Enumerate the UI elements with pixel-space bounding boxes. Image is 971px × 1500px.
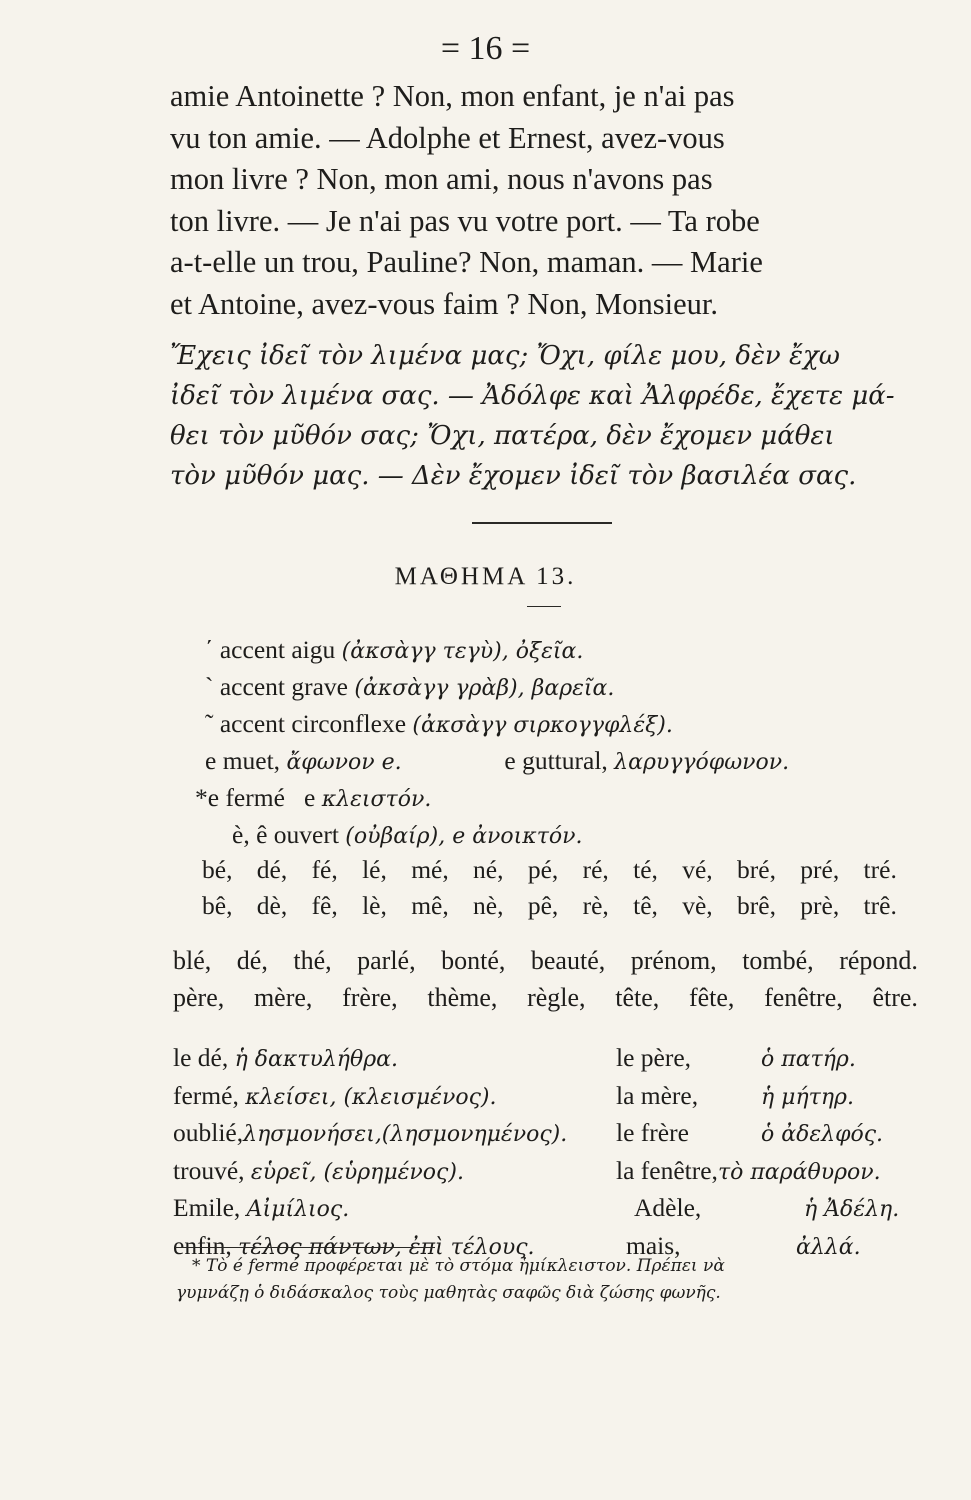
syllable: vé, (682, 855, 713, 884)
accent-row (205, 706, 925, 743)
word: fête, (688, 983, 735, 1012)
vocab-greek: ἡ δακτυλήθρα. (234, 1047, 399, 1072)
vocab-greek: ἡ μήτηρ. (761, 1084, 854, 1110)
word: père, (173, 983, 225, 1012)
syllable: mé, (411, 855, 449, 884)
vocab-french: la mère, (616, 1080, 699, 1110)
vocab-french: oublié, (173, 1118, 244, 1147)
vocab-entry (616, 1078, 926, 1116)
vocab-french: trouvé, (173, 1155, 245, 1185)
word: mère, (253, 983, 313, 1012)
accent-row (205, 669, 925, 706)
syllable: lé, (362, 855, 387, 884)
syllable: nè, (473, 891, 504, 920)
word: prénom, (630, 946, 717, 975)
e-ferme-french: *e fermé e (195, 783, 316, 812)
syllable: né, (473, 855, 504, 884)
vocab-french: la fenêtre, (616, 1155, 718, 1185)
vocab-greek: τέλος πάντων, ἐπὶ τέλους. (238, 1234, 535, 1260)
word: répond. (839, 946, 918, 975)
e-ferme-row (195, 780, 925, 817)
accent-french: ΄ accent aigu (205, 635, 336, 664)
french-line: vu ton amie. — Adolphe et Ernest, avez-vous (170, 120, 725, 155)
greek-line: θει τὸν μῦθόν σας; Ὄχι, πατέρα, δὲν ἔχομεν μάθει (170, 421, 835, 451)
french-paragraph (170, 76, 912, 325)
french-line: ton livre. — Je n'ai pas vu votre port. — Ta robe (170, 203, 760, 238)
e-ouvert-row (232, 817, 925, 854)
vocab-french: le père, (616, 1043, 692, 1072)
syllable: mê, (411, 891, 449, 920)
greek-paragraph (170, 336, 912, 496)
greek-line: τὸν μῦθόν μας. — Δὲν ἔχομεν ἰδεῖ τὸν βασιλέα σας. (170, 461, 857, 491)
word: tombé, (742, 946, 814, 975)
footnote (176, 1253, 922, 1307)
e-ouvert-greek: (οὐβαίρ), e ἀνοικτόν. (345, 824, 583, 849)
word: être. (872, 983, 918, 1012)
syllable: lè, (362, 891, 387, 920)
vocab-french: le dé, (173, 1043, 229, 1072)
greek-line: ἰδεῖ τὸν λιμένα σας. — Ἀδόλφε καὶ Ἀλφρέδε, ἔχετε μά- (170, 381, 895, 411)
syllable: trê. (863, 891, 897, 920)
word: fenêtre, (764, 983, 843, 1012)
e-muet-greek: ἄφωνον e. (286, 750, 402, 775)
vocab-greek: ἡ Ἀδέλη. (804, 1197, 900, 1222)
greek-line: Ἔχεις ἰδεῖ τὸν λιμένα μας; Ὄχι, φίλε μου, δὲν ἔχω (170, 341, 840, 371)
vocab-french: mais, (626, 1230, 681, 1260)
accent-french: ` accent grave (205, 672, 348, 701)
vocab-french: Adèle, (634, 1193, 702, 1222)
page-number: = 16 = (440, 30, 531, 67)
syllable: pê, (527, 891, 559, 920)
syllable: rè, (582, 891, 609, 920)
vocabulary-left (173, 1040, 613, 1265)
syllable: fé, (311, 855, 338, 884)
e-guttural-french: e guttural, (504, 746, 608, 775)
vocabulary-right (616, 1040, 926, 1265)
french-line: a-t-elle un trou, Pauline? Non, maman. — Marie (170, 245, 763, 279)
footnote-line (176, 1280, 922, 1307)
syllable: dé, (256, 855, 288, 884)
footnote-text: γυμνάζῃ ὁ διδάσκαλος τοὺς μαθητὰς σαφῶς διὰ ζώσης φωνῆς. (176, 1283, 721, 1303)
syllable: bé, (202, 855, 233, 884)
accent-french: ˜ accent circonflexe (205, 709, 407, 738)
word: bonté, (441, 946, 506, 975)
word-row (173, 942, 918, 979)
vocab-greek: ὁ πατήρ. (761, 1047, 856, 1072)
vocab-french: le frère (616, 1118, 689, 1147)
vocab-entry (173, 1040, 613, 1078)
syllable-row (202, 852, 897, 888)
french-line: amie Antoinette ? Non, mon enfant, je n'ai pas (170, 79, 735, 113)
syllable: pré, (800, 855, 840, 884)
e-ouvert-french: è, ê ouvert (232, 820, 339, 849)
word: thé, (293, 946, 332, 975)
word-table (173, 942, 918, 1016)
vocab-greek: κλείσει, (κλεισμένος). (245, 1084, 497, 1110)
syllable: bré, (737, 855, 776, 884)
word: tête, (615, 983, 660, 1012)
e-muet-french: e muet, (205, 746, 281, 775)
vocab-entry (173, 1153, 613, 1191)
accent-greek: (ἀκσὰγγ τεγὺ), ὀξεῖα. (341, 639, 584, 664)
word-row (173, 979, 918, 1016)
vocab-french: fermé, (173, 1080, 239, 1110)
footnote-text: * Τὸ é fermé προφέρεται μὲ τὸ στόμα ἡμίκλειστον. Πρέπει νὰ (192, 1256, 725, 1276)
syllable: vè, (682, 891, 713, 920)
vocab-entry (616, 1153, 926, 1191)
vocab-greek: Αἰμίλιος. (246, 1197, 350, 1222)
syllable: pé, (527, 855, 559, 884)
vocab-entry (616, 1040, 926, 1078)
footnote-line (192, 1253, 922, 1280)
vocab-french: enfin, (173, 1230, 232, 1260)
vocab-entry (173, 1078, 613, 1116)
vocab-entry (173, 1190, 613, 1228)
syllable: tré. (863, 855, 897, 884)
footnote-rule (175, 1247, 435, 1248)
syllable: brê, (737, 891, 776, 920)
accent-list (195, 632, 925, 854)
lesson-title: ΜΑΘΗΜΑ 13. (394, 563, 577, 590)
word: dé, (236, 946, 268, 975)
accent-greek: (ἀκσὰγγ σιρκογγφλέξ). (412, 713, 673, 738)
syllable: té, (633, 855, 658, 884)
word: beauté, (530, 946, 606, 975)
word: parlé, (357, 946, 416, 975)
vocab-entry (616, 1190, 926, 1228)
syllable: fê, (311, 891, 338, 920)
syllable-table (202, 852, 897, 924)
word: thème, (427, 983, 498, 1012)
vocab-entry (173, 1115, 613, 1153)
vocab-greek: εὑρεῖ, (εὑρημένος). (250, 1159, 464, 1185)
syllable: bê, (202, 891, 233, 920)
word: frère, (342, 983, 398, 1012)
e-guttural-greek: λαρυγγόφωνον. (614, 750, 790, 775)
word: blé, (173, 946, 212, 975)
vocab-greek: τὸ παράθυρον. (717, 1159, 881, 1185)
syllable: ré, (582, 855, 609, 884)
e-types-row (205, 743, 925, 780)
word: règle, (527, 983, 586, 1012)
vocab-greek: λησμονήσει,(λησμονημένος). (243, 1122, 568, 1147)
title-underline (527, 606, 561, 607)
e-ferme-greek: κλειστόν. (321, 787, 432, 812)
accent-row (205, 632, 925, 669)
syllable: prè, (800, 891, 840, 920)
vocab-greek: ἀλλά. (796, 1234, 861, 1260)
syllable: dè, (256, 891, 288, 920)
accent-greek: (ἀκσὰγγ γρὰβ), βαρεῖα. (354, 676, 615, 701)
french-line: mon livre ? Non, mon ami, nous n'avons pas (170, 162, 713, 196)
section-divider (472, 522, 612, 524)
vocab-french: Emile, (173, 1193, 241, 1222)
syllable: tê, (633, 891, 658, 920)
french-line: et Antoine, avez-vous faim ? Non, Monsieur. (170, 286, 719, 321)
syllable-row (202, 888, 897, 924)
vocab-greek: ὁ ἀδελφός. (761, 1122, 884, 1147)
vocab-entry (616, 1115, 926, 1153)
